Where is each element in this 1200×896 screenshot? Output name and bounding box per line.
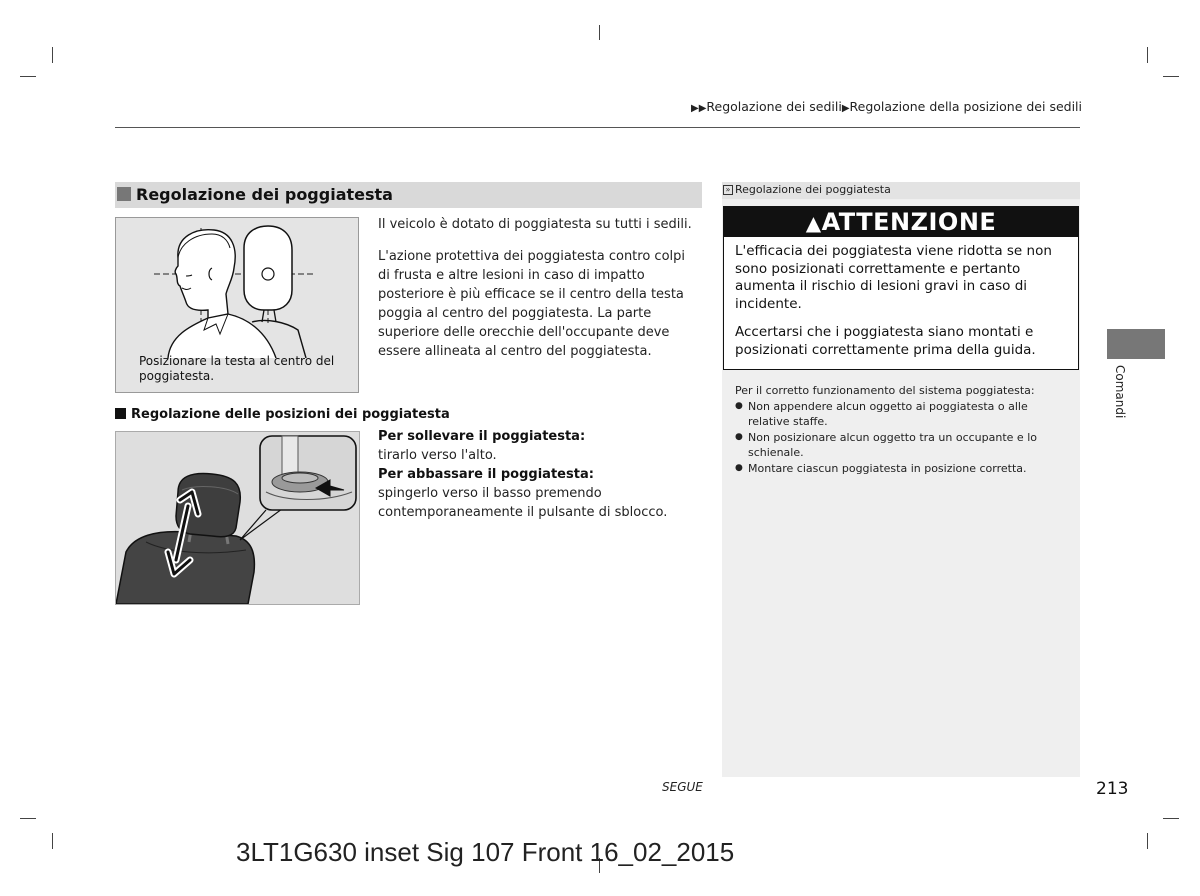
crop-mark (1147, 833, 1148, 849)
raise-label: Per sollevare il poggiatesta: (378, 429, 586, 444)
section-title: Regolazione dei poggiatesta (136, 185, 393, 204)
chapter-tab-label: Comandi (1113, 365, 1127, 419)
sidebar-tag-label: Regolazione dei poggiatesta (735, 183, 891, 196)
crop-mark (1163, 818, 1179, 819)
section-heading (115, 182, 702, 208)
crop-mark (1163, 76, 1179, 77)
intro-paragraph: Il veicolo è dotato di poggiatesta su tutti i sedili. (378, 217, 692, 232)
breadcrumb-arrow-icon: ▶ (841, 103, 850, 114)
warning-bar (724, 207, 1078, 237)
breadcrumb-item[interactable]: Regolazione dei sedili (706, 99, 842, 114)
crop-mark (599, 25, 600, 40)
warning-title: ATTENZIONE (821, 208, 997, 236)
adjust-instructions (378, 427, 698, 522)
subsection-square-icon (115, 408, 126, 419)
subsection-heading (115, 407, 450, 422)
continued-label: SEGUE (662, 780, 703, 794)
list-item: ● Non appendere alcun oggetto ai poggiatesta o alle relative staffe. (735, 399, 1070, 430)
head-position-figure (115, 217, 359, 393)
protection-paragraph: L'azione protettiva dei poggiatesta contro colpi di frusta e altre lesioni in caso di impatto posteriore è più efficace se il centro della testa poggia al centro del poggiatesta. La parte superiore delle orecchie dell'occupante deve essere allineata al centro del poggiatesta. (378, 249, 686, 359)
crop-mark (52, 47, 53, 63)
header-rule (115, 127, 1080, 128)
breadcrumb-item[interactable]: Regolazione della posizione dei sedili (849, 99, 1082, 114)
figure-caption: Posizionare la testa al centro del poggiatesta. (139, 354, 335, 383)
subsection-title: Regolazione delle posizioni dei poggiatesta (131, 407, 450, 422)
lower-label: Per abbassare il poggiatesta: (378, 467, 594, 482)
page-number: 213 (1096, 779, 1129, 799)
reference-arrow-icon: » (723, 185, 733, 195)
print-code: 3LT1G630 inset Sig 107 Front 16_02_2015 (236, 837, 735, 867)
list-item: ● Non posizionare alcun oggetto tra un occupante e lo schienale. (735, 430, 1070, 461)
breadcrumb-arrow-icon: ▶▶ (691, 103, 707, 114)
breadcrumb (691, 99, 1082, 114)
warning-text-1: L'efficacia dei poggiatesta viene ridotta se non sono posizionati correttamente e pertanto aumenta il rischio di lesioni gravi in caso di incidente. (735, 243, 1052, 312)
notes-list (735, 383, 1070, 476)
crop-mark (20, 76, 36, 77)
chapter-tab-label-box (1103, 365, 1133, 425)
sidebar-tag (722, 182, 1080, 199)
warning-box (723, 206, 1079, 370)
raise-text: tirarlo verso l'alto. (378, 448, 497, 463)
section-square-icon (117, 187, 131, 201)
headrest-adjust-figure (115, 431, 360, 605)
head-position-illustration (116, 218, 358, 358)
crop-mark (20, 818, 36, 819)
warning-title-row (724, 207, 1078, 238)
warning-text-2: Accertarsi che i poggiatesta siano montati e posizionati correttamente prima della guida. (735, 324, 1036, 358)
chapter-tab[interactable] (1107, 329, 1165, 359)
list-item: ● Montare ciascun poggiatesta in posizione corretta. (735, 461, 1070, 477)
warning-triangle-icon: ▲ (805, 211, 822, 235)
crop-mark (1147, 47, 1148, 63)
notes-intro: Per il corretto funzionamento del sistema poggiatesta: (735, 384, 1035, 397)
crop-mark (52, 833, 53, 849)
headrest-adjust-illustration (116, 432, 359, 604)
lower-text: spingerlo verso il basso premendo contemporaneamente il pulsante di sblocco. (378, 486, 668, 520)
